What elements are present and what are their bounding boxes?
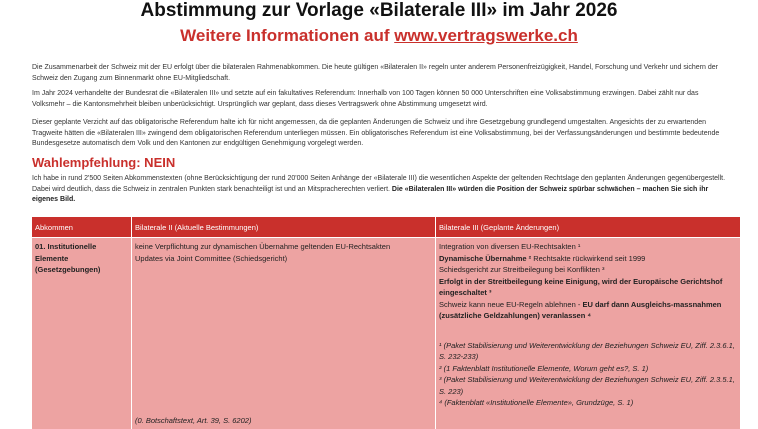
b2-line: keine Verpflichtung zur dynamischen Übernahme geltenden EU-Rechtsakten bbox=[135, 241, 432, 253]
referendum-paragraph: Im Jahr 2024 verhandelte der Bundesrat die «Bilateralen III» und setzte auf ein fakultatives Referendum: Innerhalb von 100 Tagen können 50 000 Unterschriften eine Volksabstimmung erzwingen. Dabei zählt nur das Volksmehr – die Kantonsmehrheit bleiben unberücksichtigt. Ursprünglich war geplant, dass dieses Vertragswerk ohne Abstimmung umgesetzt wird. bbox=[32, 89, 732, 110]
page-subtitle bbox=[0, 26, 758, 46]
opinion-paragraph: Dieser geplante Verzicht auf das obligatorische Referendum halte ich für nicht angemessen, da die geplanten Änderungen die Schweiz und ihre Gesetzgebung grundlegend umgestalten. Angesichts der zu erwartenden Tragweite hätten die «Bilateralen III» zwingend dem obligatorischen Referendum unterliegen müssen. Ein obligatorisches Referendum ist eine Volksabstimmung, bei der Verfassungsänderungen und bestimmte bedeutende Bundesgesetze automatisch dem Volk und den Kantonen zur endgültigen Genehmigung vorgelegt werden. bbox=[32, 118, 732, 150]
cell-abkommen bbox=[32, 238, 132, 429]
comparison-intro-emphasis: Die «Bilateralen III» würden die Position der Schweiz spürbar schwächen – machen Sie sich ihr eigenes Bild. bbox=[32, 186, 708, 204]
abkommen-line: (Gesetzgebungen) bbox=[35, 264, 128, 276]
comparison-intro-text: Ich habe in rund 2'500 Seiten Abkommenstexten (ohne Berücksichtigung der rund 20'000 Seiten Anhänge der «Bilaterale III) die wesentlichen Aspekte der geltenden Rechtslage den geplanten Änderungen gegenübergestellt. Dabei wird deutlich, dass die Schweiz in zentralen Punkten stark benachteiligt ist und an Mitspracherechten verliert. bbox=[32, 175, 725, 193]
table-row bbox=[32, 238, 741, 429]
table-header-row bbox=[32, 217, 741, 238]
b3-emphasis: Dynamische Übernahme ² bbox=[439, 254, 531, 263]
b2-source-note: (0. Botschaftstext, Art. 39, S. 6202) bbox=[135, 415, 251, 427]
footnote: ⁴ (Faktenblatt «Institutionelle Elemente», Grundzüge, S. 1) bbox=[439, 397, 737, 409]
page-title: Abstimmung zur Vorlage «Bilaterale III» im Jahr 2026 bbox=[0, 0, 758, 21]
b3-text: Schweiz kann neue EU-Regeln ablehnen - bbox=[439, 300, 582, 309]
footnote: ¹ (Paket Stabilisierung und Weiterentwicklung der Beziehungen Schweiz EU, Ziff. 2.3.6.1, S. 232-233) bbox=[439, 340, 737, 363]
footnote: ² (1 Faktenblatt Institutionelle Elemente, Worum geht es?, S. 1) bbox=[439, 363, 737, 375]
subtitle-prefix: Weitere Informationen auf bbox=[180, 26, 394, 45]
abkommen-line: 01. Institutionelle bbox=[35, 241, 128, 253]
b3-emphasis: EU darf dann Ausgleichs-massnahmen (zusätzliche Geldzahlungen) veranlassen ⁴ bbox=[439, 300, 721, 321]
b2-line: Updates via Joint Committee (Schiedsgericht) bbox=[135, 253, 432, 265]
header-abkommen: Abkommen bbox=[32, 217, 132, 238]
intro-paragraph: Die Zusammenarbeit der Schweiz mit der EU erfolgt über die bilateralen Rahmenabkommen. Die heute gültigen «Bilateralen II» regeln unter anderem Personenfreizügigkeit, Handel, Forschung und Verkehr und sichern der Schweiz den Zugang zum Binnenmarkt ohne EU-Mitgliedschaft. bbox=[32, 63, 732, 84]
header-bilaterale-iii: Bilaterale III (Geplante Änderungen) bbox=[436, 217, 741, 238]
header-bilaterale-ii: Bilaterale II (Aktuelle Bestimmungen) bbox=[132, 217, 436, 238]
b3-line bbox=[439, 299, 737, 322]
comparison-intro-paragraph bbox=[32, 174, 732, 206]
b3-line: Integration von diversen EU-Rechtsakten ¹ bbox=[439, 241, 737, 253]
b3-line bbox=[439, 253, 737, 265]
b3-line: Erfolgt in der Streitbeilegung keine Einigung, wird der Europäische Gerichtshof eingeschaltet ³ bbox=[439, 276, 737, 299]
cell-bilaterale-ii bbox=[132, 238, 436, 429]
spacer bbox=[439, 322, 737, 340]
abkommen-line: Elemente bbox=[35, 253, 128, 265]
b3-line: Schiedsgericht zur Streitbeilegung bei Konflikten ³ bbox=[439, 264, 737, 276]
footnote: ³ (Paket Stabilisierung und Weiterentwicklung der Beziehungen Schweiz EU, Ziff. 2.3.5.1, S. 223) bbox=[439, 374, 737, 397]
recommendation-heading: Wahlempfehlung: NEIN bbox=[32, 156, 175, 170]
b3-text: Rechtsakte rückwirkend seit 1999 bbox=[531, 254, 645, 263]
website-link[interactable]: www.vertragswerke.ch bbox=[394, 26, 578, 45]
comparison-table bbox=[32, 217, 741, 429]
cell-bilaterale-iii bbox=[436, 238, 741, 429]
